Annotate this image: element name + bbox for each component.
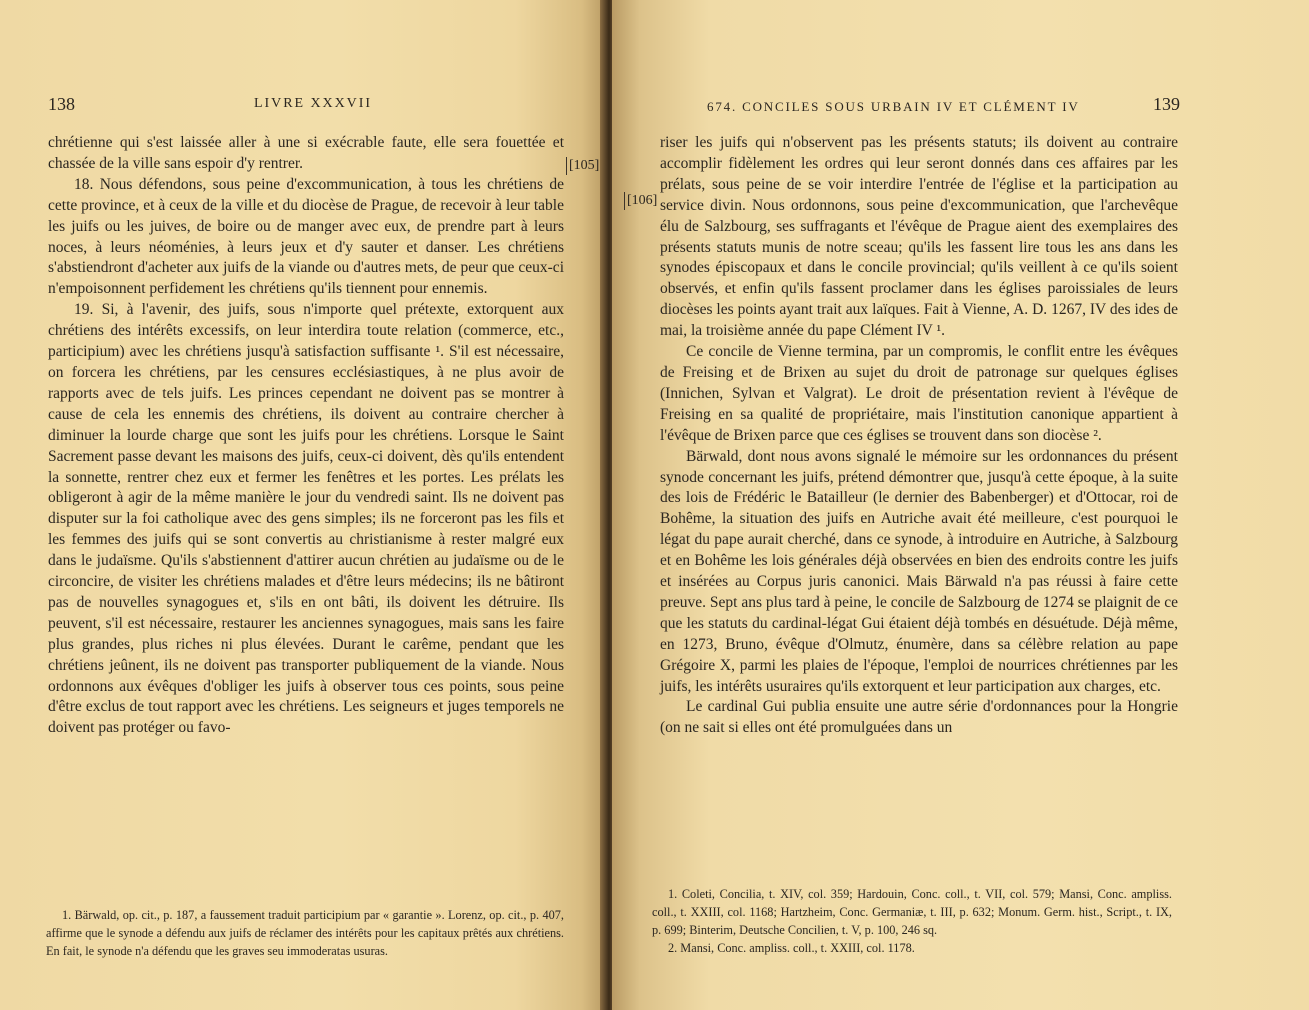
paragraph: Bärwald, dont nous avons signalé le mémoire sur les ordonnances du présent synode concernant les juifs, prétend démontrer que, jusqu'à cette époque, à la suite des lois de Frédéric le Batailleur (le dernier des Babenberger) et d'Ottocar, roi de Bohême, la situation des juifs en Autriche avait été meilleure, c'est pourquoi le légat du pape aurait cherché, dans ce synode, à introduire en Autriche, à Salzbourg et en Bohême les lois générales déjà observées en bien des endroits contre les juifs et insérées au Corpus juris canonici. Mais Bärwald n'a pas réussi à faire cette preuve. Sept ans plus tard à peine, le concile de Salzbourg de 1274 se plaignit de ce que les statuts du cardinal-légat Gui étaient déjà tombés en désuétude. Déjà même, en 1273, Bruno, évêque d'Olmutz, énumère, dans sa célèbre relation au pape Grégoire X, parmi les plaies de l'époque, l'emploi de nourrices chrétiennes par les juifs, les intérêts usuraires qu'ils extorquent et leur participation aux charges, etc. — [660, 447, 1178, 695]
main-text — [48, 133, 564, 739]
footnotes — [46, 906, 564, 960]
page-number: 138 — [48, 94, 75, 114]
paragraph: 18. Nous défendons, sous peine d'excommunication, à tous les chrétiens de cette province, et à ceux de la ville et du diocèse de Prague, de recevoir à leur table les juifs ou les juives, de boire ou de manger avec eux, de prendre part à leurs noces, à leurs néoménies, à leurs jeux et d'y sauter et danser. Les chrétiens s'abstiendront d'acheter aux juifs de la viande ou d'autres mets, de peur que ceux-ci n'empoisonnent perfidement les chrétiens qu'ils tiennent pour ennemis. — [48, 175, 564, 298]
running-head: LIVRE XXXVII — [254, 96, 372, 111]
paragraph: chrétienne qui s'est laissée aller à une si exécrable faute, elle sera fouettée et chassée de la ville sans espoir d'y rentrer. — [48, 134, 564, 172]
left-page — [0, 0, 606, 1010]
paragraph: Le cardinal Gui publia ensuite une autre série d'ordonnances pour la Hongrie (on ne sait si elles ont été promulguées dans un — [660, 698, 1178, 737]
main-text — [660, 133, 1178, 739]
right-page — [612, 0, 1309, 1010]
paragraph: 19. Si, à l'avenir, des juifs, sous n'importe quel prétexte, extorquent aux chrétiens des intérêts excessifs, on leur interdira toute relation (commerce, etc., participium) avec les chrétiens jusqu'à satisfaction suffisante ¹. S'il est nécessaire, on forcera les chrétiens, par les censures ecclésiastiques, à ne plus avoir de rapports avec de tels juifs. Les princes cependant ne doivent pas se montrer à cause de cela les ennemis des chrétiens, ils doivent au contraire chercher à diminuer la lourde charge que sont les juifs pour les chrétiens. Lorsque le Saint Sacrement passe devant les maisons des juifs, ceux-ci doivent, dès qu'ils entendent la sonnette, rentrer chez eux et fermer les fenêtres et les portes. Les prélats les obligeront à agir de la même manière le jour du vendredi saint. Ils ne doivent pas disputer sur la foi catholique avec des gens simples; ils ne forceront pas les fils et les femmes des juifs qui se sont convertis au christianisme à rester malgré eux dans le judaïsme. Qu'ils s'abstiennent d'attirer aucun chrétien au judaïsme ou de le circoncire, de visiter les chrétiens malades et d'être leurs médecins; ils ne bâtiront pas de nouvelles synagogues et, s'ils en ont bâti, ils doivent les détruire. Ils peuvent, s'il est nécessaire, restaurer les anciennes synagogues, mais sans les faire plus grandes, plus riches ni plus élevées. Durant le carême, pendant que les chrétiens jeûnent, ils ne doivent pas transporter publiquement de la viande. Nous ordonnons aux évêques d'obliger les juifs à observer tous ces points, sous peine d'être exclus de tout rapport avec les chrétiens. Les seigneurs et juges temporels ne doivent pas protéger ou favo- — [48, 301, 564, 737]
page-number: 139 — [1153, 94, 1180, 114]
paragraph: Ce concile de Vienne termina, par un compromis, le conflit entre les évêques de Freising et de Brixen au sujet du droit de patronage sur quelques églises (Innichen, Sylvan et Valgrat). Le droit de présentation revient à l'évêque de Freising en sa qualité de propriétaire, mais l'institution canonique appartient à l'évêque de Brixen parce que ces églises se trouvent dans son diocèse ². — [660, 343, 1178, 444]
margin-marker: [105] — [566, 157, 599, 175]
footnote: 1. Coleti, Concilia, t. XIV, col. 359; Hardouin, Conc. coll., t. VII, col. 579; Mansi, Conc. ampliss. coll., t. XXIII, col. 1168; Hartzheim, Conc. Germaniæ, t. III, p. 632; Monum. Germ. hist., Script., t. IX, p. 699; Binterim, Deutsche Concilien, t. V, p. 100, 246 sq. — [652, 887, 1172, 937]
footnotes — [652, 885, 1172, 957]
running-head: 674. CONCILES SOUS URBAIN IV ET CLÉMENT IV — [707, 99, 1080, 114]
footnote: 2. Mansi, Conc. ampliss. coll., t. XXIII, col. 1178. — [668, 941, 915, 955]
margin-marker: [106] — [624, 192, 657, 210]
paragraph: riser les juifs qui n'observent pas les présents statuts; ils doivent au contraire accomplir fidèlement les ordres qui leur seront donnés dans ces affaires par les prélats, sous peine de se voir interdire l'entrée de l'église et la participation au service divin. Nous ordonnons, sous peine d'excommunication, que l'archevêque élu de Salzbourg, ses suffragants et l'évêque de Prague aient des exemplaires des présents statuts munis de notre sceau; qu'ils les fassent lire tous les ans dans les synodes épiscopaux et dans le concile provincial; qu'ils veillent à ce qu'ils soient observés, et enfin qu'ils fassent proclamer dans les églises paroissiales de leurs diocèses les points ayant trait aux laïques. Fait à Vienne, A. D. 1267, IV des ides de mai, la troisième année du pape Clément IV ¹. — [660, 134, 1178, 340]
footnote: 1. Bärwald, op. cit., p. 187, a faussement traduit participium par « garantie ». Lorenz, op. cit., p. 407, affirme que le synode a défendu aux juifs de réclamer des intérêts pour les capitaux prêtés aux chrétiens. En fait, le synode n'a défendu que les graves seu immoderatas usuras. — [46, 908, 564, 958]
